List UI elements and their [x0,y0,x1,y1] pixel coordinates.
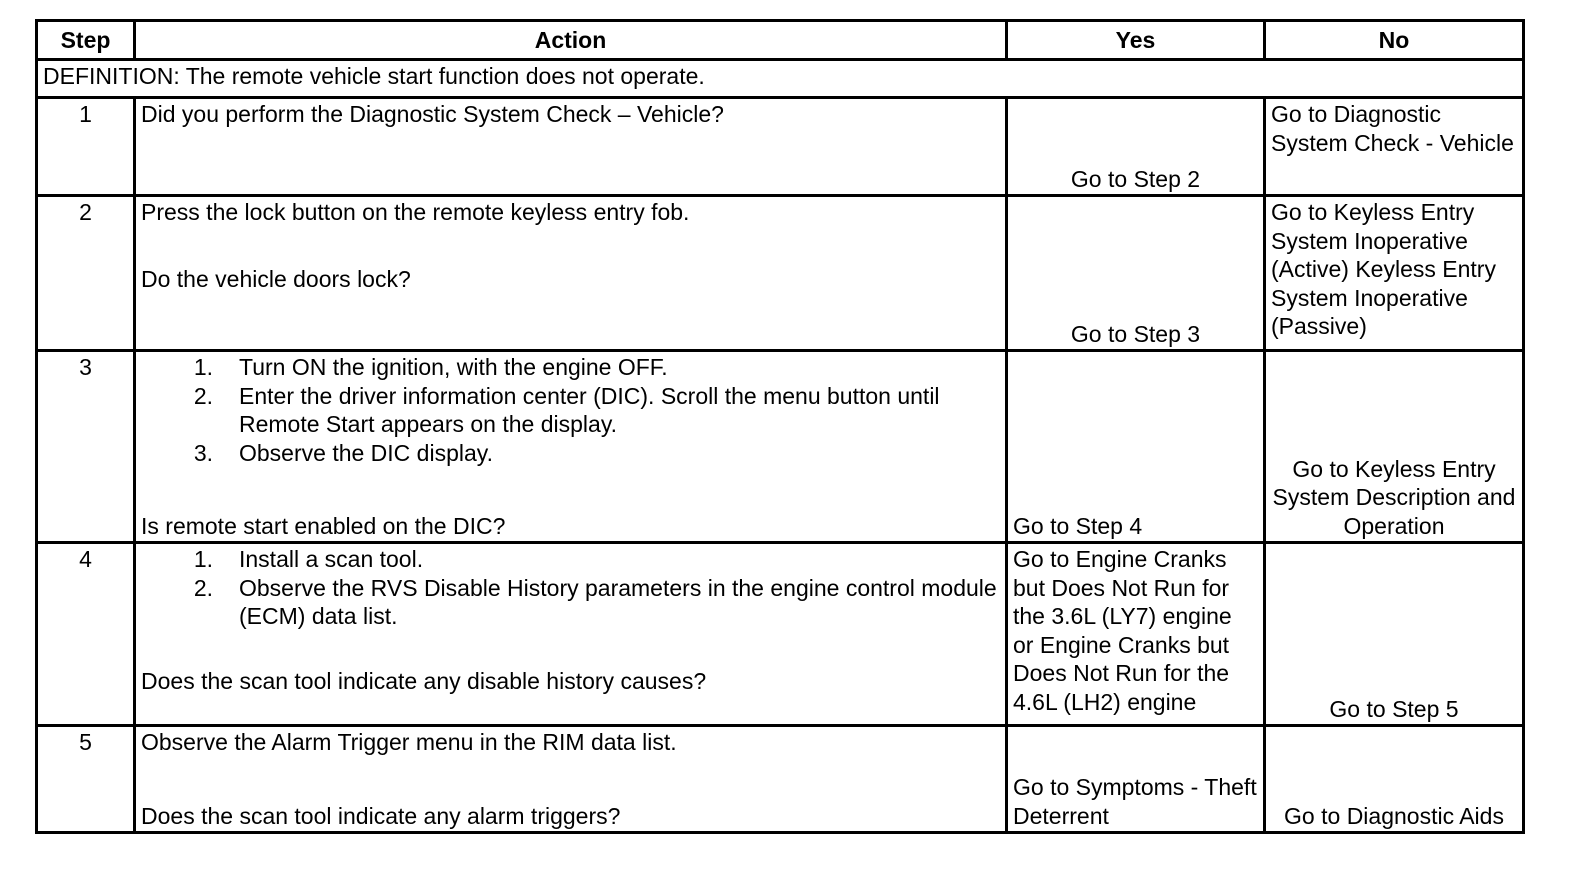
action-text: Did you perform the Diagnostic System Check – Vehicle? [141,101,724,127]
yes-text: Go to Engine Cranks but Does Not Run for the 3.6L (LY7) engine or Engine Cranks but Does Not Run for the 4.6L (LH2) engine [1013,546,1232,715]
substep-text: Observe the DIC display. [239,439,493,466]
substep-text: Turn ON the ignition, with the engine OFF. [239,354,668,380]
step-number: 5 [37,726,135,833]
yes-cell [1007,351,1265,543]
no-text: Go to Diagnostic Aids [1284,802,1504,829]
header-action: Action [135,21,1007,60]
action-cell [135,98,1007,196]
substep-text: Enter the driver information center (DIC). Scroll the menu button until Remote Start appears on the display. [239,382,940,437]
action-text: Press the lock button on the remote keyless entry fob. [141,199,690,225]
substep-list [141,353,1000,467]
yes-text: Go to Symptoms - Theft Deterrent [1013,774,1257,829]
diagnostic-table [35,19,1525,834]
yes-cell [1007,543,1265,726]
yes-cell [1007,726,1265,833]
yes-text: Go to Step 2 [1070,165,1201,192]
question-text: Is remote start enabled on the DIC? [141,512,506,539]
yes-text: Go to Step 4 [1013,512,1143,539]
substep-list [141,545,1000,631]
list-item [141,574,1000,631]
action-cell [135,196,1007,351]
table-row [37,196,1524,351]
step-number: 4 [37,543,135,726]
substep-number: 3. [193,439,213,466]
substep-text: Install a scan tool. [239,546,424,572]
substep-number: 2. [193,382,213,409]
substep-number: 1. [193,546,213,572]
header-yes: Yes [1007,21,1265,60]
yes-cell [1007,98,1265,196]
step-number: 1 [37,98,135,196]
header-row [37,21,1524,60]
action-cell [135,726,1007,833]
no-cell [1265,98,1524,196]
definition-row [37,60,1524,98]
no-text: Go to Keyless Entry System Inoperative (Active) Keyless Entry System Inoperative (Passive) [1271,199,1496,339]
definition-text: DEFINITION: The remote vehicle start function does not operate. [37,60,1524,98]
table-row [37,726,1524,833]
header-no: No [1265,21,1524,60]
header-step: Step [37,21,135,60]
action-text: Observe the Alarm Trigger menu in the RIM data list. [141,729,677,755]
no-cell [1265,543,1524,726]
yes-cell [1007,196,1265,351]
no-cell [1265,351,1524,543]
yes-text: Go to Step 3 [1070,320,1201,347]
list-item [141,545,1000,574]
list-item [141,439,1000,468]
no-text: Go to Keyless Entry System Description and Operation [1272,455,1516,539]
table-row [37,543,1524,726]
question-text: Do the vehicle doors lock? [141,265,411,292]
substep-text: Observe the RVS Disable History parameters in the engine control module (ECM) data list. [239,574,997,629]
question-text: Does the scan tool indicate any alarm triggers? [141,802,621,829]
table-row [37,351,1524,543]
action-cell [135,543,1007,726]
question-text: Does the scan tool indicate any disable history causes? [141,667,707,694]
action-cell [135,351,1007,543]
step-number: 2 [37,196,135,351]
list-item [141,382,1000,439]
list-item [141,353,1000,382]
step-number: 3 [37,351,135,543]
no-cell [1265,726,1524,833]
table-row [37,98,1524,196]
substep-number: 2. [193,574,213,601]
substep-number: 1. [193,354,213,380]
no-text: Go to Step 5 [1329,695,1459,722]
no-text: Go to Diagnostic System Check - Vehicle [1271,101,1514,156]
no-cell [1265,196,1524,351]
